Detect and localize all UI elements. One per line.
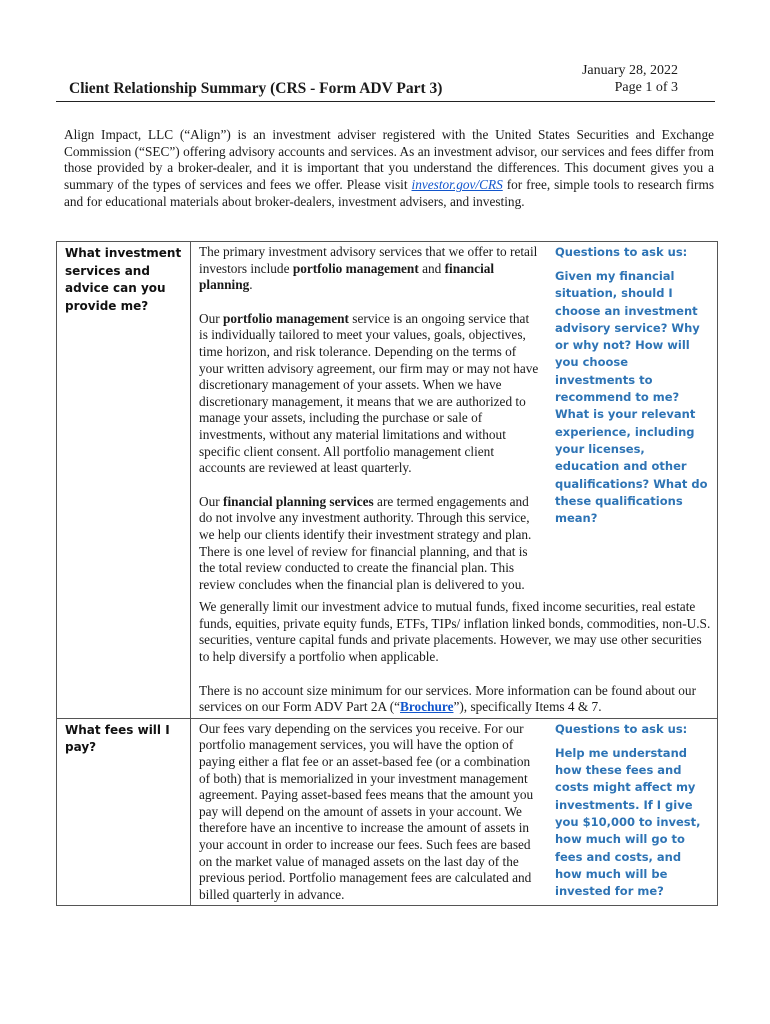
fees-answer — [191, 718, 718, 906]
services-p2-start: Our — [199, 310, 224, 326]
services-p3-start: Our — [199, 493, 224, 509]
services-questions-box — [541, 244, 711, 599]
services-p5-start: There is no account size minimum for our services. More information can be found about our services on our Form ADV Part 2A (“ — [199, 682, 697, 715]
services-question: What investment services and advice can you provide me? — [57, 242, 191, 719]
services-p1-bold-1: portfolio management — [292, 260, 419, 276]
services-row — [57, 242, 718, 719]
intro-text-end: for free, simple tools to research firms and for educational materials about broker-dealers, investment advisers, and investing. — [64, 177, 714, 209]
services-p2-text: service is an ongoing service that is individually tailored to meet your values, goals, objectives, time horizon, and risk tolerance. Depending on the terms of your written advisory agreement, our firm may or may not have discretionary management of your assets. When we have discretionary management, it means that we are authorized to manage your assets, including the purchase or sale of investments, without any material limitations and without specific client consent. All portfolio management client accounts are reviewed at least quarterly. — [199, 310, 539, 476]
services-p2-bold: portfolio management — [223, 310, 349, 326]
services-p3-bold: financial planning services — [223, 493, 374, 509]
services-answer — [191, 242, 718, 719]
fees-text-column — [199, 721, 541, 906]
services-paragraph-3 — [199, 494, 541, 594]
fees-questions-box — [541, 721, 711, 906]
services-p3-text: are termed engagements and do not involve any investment authority. Through this service, we help our clients identify their investment strategy and plan. There is one level of review for financial planning, and that is the total review conducted to create the financial plan. This review concludes when the financial plan is delivered to you. — [199, 493, 532, 592]
document-title: Client Relationship Summary (CRS - Form ADV Part 3) — [69, 80, 443, 97]
fees-ask-title: Questions to ask us: — [555, 721, 688, 736]
services-p1-bold-2: financial planning — [199, 260, 495, 293]
fees-ask-text: Help me understand how these fees and costs might affect my investments. If I give you $10,000 to invest, how much will go to fees and costs, and how much will be invested for me? — [555, 745, 701, 899]
header-divider — [56, 101, 715, 102]
services-ask-text: Given my financial situation, should I choose an investment advisory service? Why or why not? How will you choose investments to recommend to me? What is your relevant experience, including your licenses, education and other qualifications? What do these qualifications mean? — [555, 269, 708, 526]
fees-top — [199, 721, 711, 906]
fees-paragraph: Our fees vary depending on the services you receive. For our portfolio management services, you will have the option of paying either a flat fee or an asset-based fee (or a combination of both) that is memorialized in your investment management agreement. Paying asset-based fees means that the amount you pay will depend on the amount of assets in your account. We therefore have an incentive to increase the amount of assets in your account in order to increase our fees. Such fees are based on the market value of managed assets on the last day of the previous period. Portfolio management fees are calculated and billed quarterly in advance. — [199, 720, 534, 902]
services-paragraph-2 — [199, 311, 541, 477]
services-paragraph-4: We generally limit our investment advice to mutual funds, fixed income securities, real estate funds, equities, private equity funds, ETFs, TIPs/ inflation linked bonds, commodities, non-U.S. securities, venture capital funds and private placements. However, we may use other securities to help diversify a portfolio when applicable. — [199, 599, 711, 665]
services-text-column — [199, 244, 541, 599]
services-paragraph-5 — [199, 683, 711, 716]
crs-table — [56, 241, 718, 906]
header-date-block — [582, 62, 678, 96]
brochure-link[interactable]: Brochure — [400, 699, 454, 715]
investor-gov-link[interactable]: investor.gov/CRS — [411, 177, 503, 193]
page-number: Page 1 of 3 — [614, 80, 678, 95]
services-p1-text: The primary investment advisory services that we offer to retail investors include — [199, 244, 538, 276]
document-date: January 28, 2022 — [581, 63, 678, 78]
services-p1-and: and — [418, 260, 445, 276]
services-paragraph-1 — [199, 244, 541, 294]
intro-text-start: Align Impact, LLC (“Align”) is an investment adviser registered with the United States Securities and Exchange Commission (“SEC”) offering advisory accounts and services. As an investment advisor, our services and fees differ from those provided by a broker-dealer, and it is important that you understand the differences. This document gives you a summary of the types of services and fees we offer. Please visit — [64, 127, 714, 193]
services-p5-end: ”), specifically Items 4 & 7. — [453, 699, 602, 715]
services-top — [199, 244, 711, 599]
fees-row — [57, 718, 718, 906]
intro-paragraph — [64, 127, 714, 211]
fees-question: What fees will I pay? — [57, 718, 191, 906]
services-ask-title: Questions to ask us: — [555, 245, 688, 259]
services-p1-end: . — [249, 277, 253, 293]
